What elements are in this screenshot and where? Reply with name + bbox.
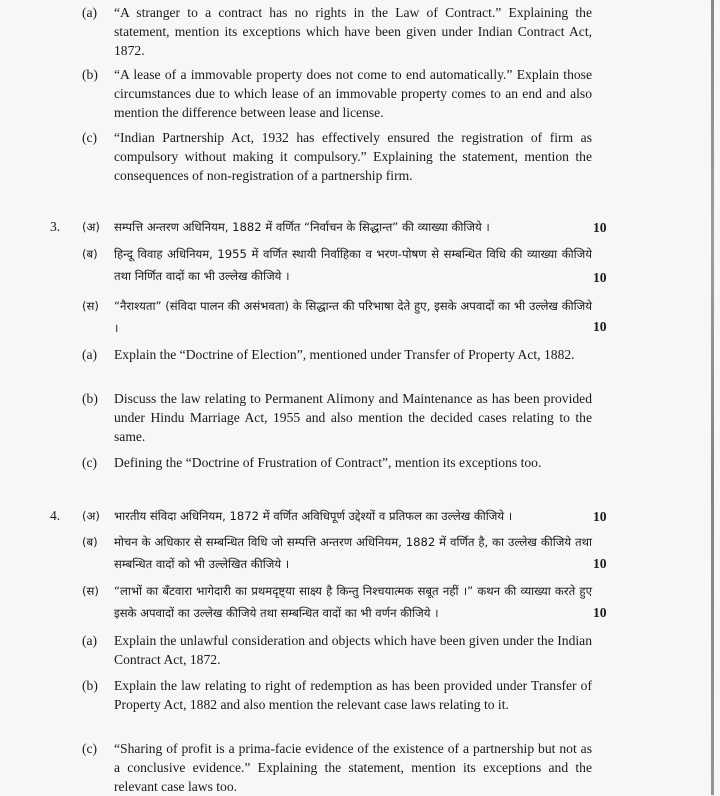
marks: 10 — [593, 270, 607, 285]
item-label: (b) — [82, 391, 98, 406]
item-text: सम्पत्ति अन्तरण अधिनियम, 1882 में वर्णित “निर्वाचन के सिद्धान्त” की व्याख्या कीजिये । — [114, 220, 490, 234]
marks: 10 — [593, 605, 607, 620]
item-text: Explain the “Doctrine of Election”, mentioned under Transfer of Property Act, 1882. — [114, 347, 575, 362]
item-label: (a) — [82, 5, 98, 20]
item-label: (c) — [82, 130, 98, 145]
item-text: “A stranger to a contract has no rights in the Law of Contract.” Explaining the statement, mention its exceptions which have been given under Indian Contract Act, 1872. — [114, 5, 592, 58]
item-label: (a) — [82, 633, 98, 648]
item-label: (c) — [82, 455, 98, 470]
item-text: Defining the “Doctrine of Frustration of Contract”, mention its exceptions too. — [114, 455, 542, 470]
item-text: भारतीय संविदा अधिनियम, 1872 में वर्णित अविधिपूर्ण उद्देश्यों व प्रतिफल का उल्लेख कीजिये । — [114, 509, 513, 523]
item-label: (a) — [82, 347, 98, 362]
item-text: मोचन के अधिकार से सम्बन्धित विधि जो सम्पत्ति अन्तरण अधिनियम, 1882 में वर्णित है, का उल्लेख कीजिये तथा सम्बन्धित वादों को भी उल्लेखित कीजिये । — [114, 535, 592, 571]
item-label: (स) — [82, 299, 99, 313]
item-label: (ब) — [82, 247, 98, 261]
item-label: (b) — [82, 67, 98, 82]
item-label: (ब) — [82, 535, 98, 549]
item-text: Discuss the law relating to Permanent Alimony and Maintenance as has been provided under Hindu Marriage Act, 1955 and also mention the decided cases relating to the same. — [114, 391, 592, 444]
marks: 10 — [593, 509, 607, 524]
item-text: “Sharing of profit is a prima-facie evidence of the existence of a partnership but not as a conclusive evidence.” Explaining the statement, mention its exceptions and the relevant case laws too. — [114, 741, 592, 794]
item-text: “लाभों का बँटवारा भागेदारी का प्रथमदृष्ट्या साक्ष्य है किन्तु निश्चयात्मक सबूत नहीं ।” कथन की व्याख्या करते हुए इसके अपवादों का उल्लेख कीजिये तथा सम्बन्धित वादों का भी वर्णन कीजिये । — [114, 584, 592, 620]
item-text: “A lease of a immovable property does not come to end automatically.” Explain those circumstances due to which lease of an immovable property comes to an end and also mention the difference between lease and license. — [114, 67, 592, 120]
question-number: 4. — [50, 508, 61, 523]
marks: 10 — [593, 220, 607, 235]
marks: 10 — [593, 319, 607, 334]
item-text: Explain the unlawful consideration and objects which have been given under the Indian Contract Act, 1872. — [114, 633, 592, 667]
item-label: (अ) — [82, 220, 100, 234]
item-label: (अ) — [82, 509, 100, 523]
item-text: Explain the law relating to right of redemption as has been provided under Transfer of Property Act, 1882 and also mention the relevant case laws relating to it. — [114, 678, 592, 712]
page-edge — [711, 0, 714, 795]
item-label: (b) — [82, 678, 98, 693]
item-text: हिन्दू विवाह अधिनियम, 1955 में वर्णित स्थायी निर्वाहिका व भरण-पोषण से सम्बन्धित विधि की व्याख्या कीजिये तथा निर्णित वादों का भी उल्लेख कीजिये । — [114, 247, 592, 283]
marks: 10 — [593, 556, 607, 571]
item-label: (स) — [82, 584, 99, 598]
item-text: “नैराश्यता” (संविदा पालन की असंभवता) के सिद्धान्त की परिभाषा देते हुए, इसके अपवादों का भी उल्लेख कीजिये । — [114, 299, 592, 335]
item-text: “Indian Partnership Act, 1932 has effectively ensured the registration of firm as compulsory without making it compulsory.” Explaining the statement, mention the consequences of non-registration of a partnership firm. — [114, 130, 592, 183]
item-label: (c) — [82, 741, 98, 756]
question-number: 3. — [50, 219, 61, 234]
